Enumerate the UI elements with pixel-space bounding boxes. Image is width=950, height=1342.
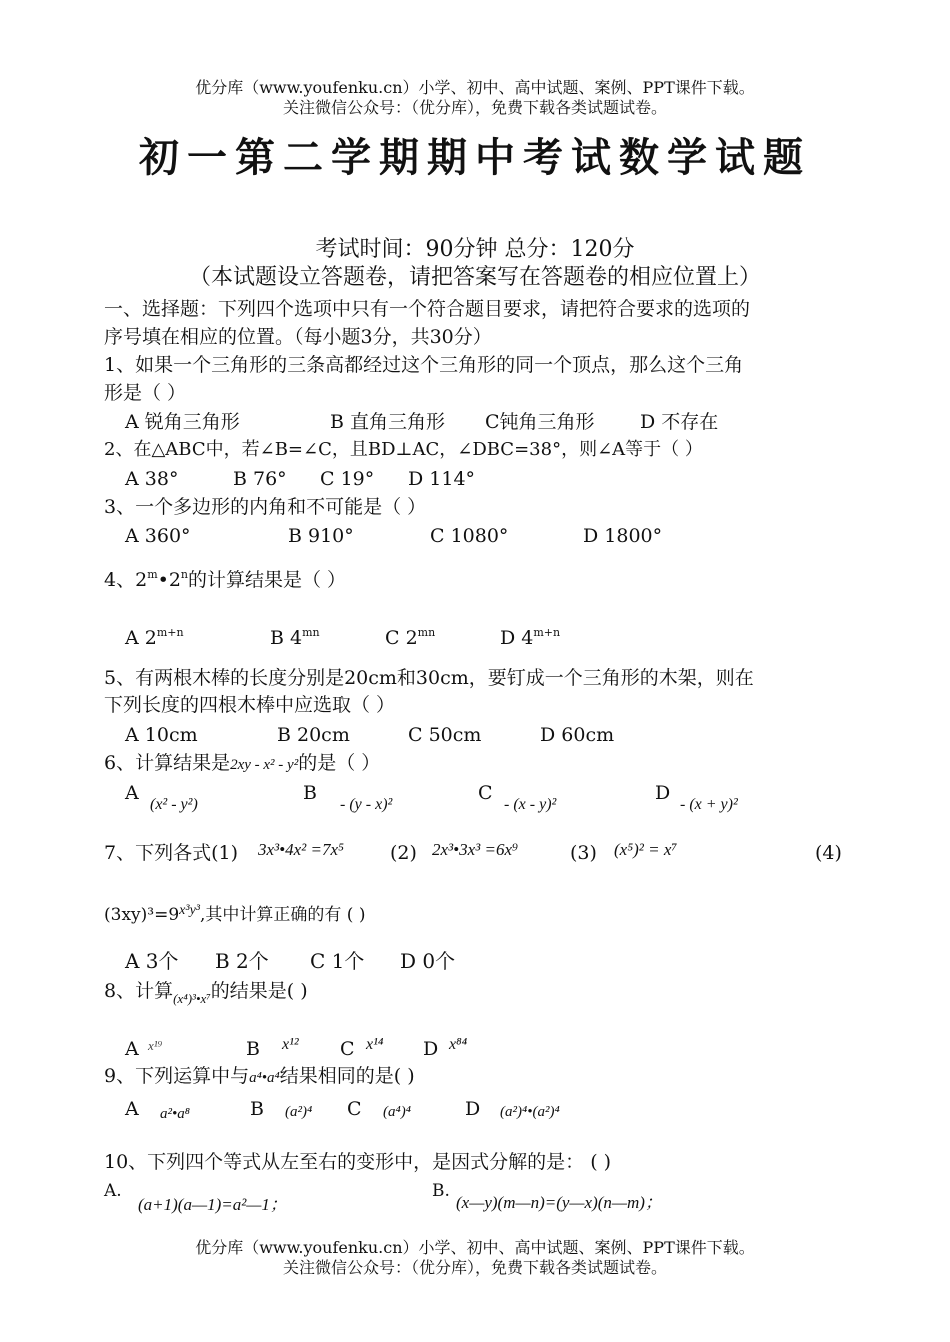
q8-option-a-expr: x¹⁹ <box>148 1038 163 1053</box>
q1-stem-line-1: 1、如果一个三角形的三条高都经过这个三角形的同一个顶点，那么这个三角 <box>104 354 744 376</box>
q9-option-c-label: C <box>347 1098 362 1120</box>
q6-option-a-expr: (x² - y²) <box>150 796 198 813</box>
q4-option-b-base: B 4 <box>270 627 303 649</box>
q4-option-d <box>500 625 560 651</box>
q4-option-c-base: C 2 <box>385 627 418 649</box>
q9-option-d-label: D <box>465 1098 481 1120</box>
q2-stem: 2、在△ABC中，若∠B=∠C，且BD⊥AC，∠DBC=38°，则∠A等于（ ） <box>104 439 703 460</box>
q7-label-4: (4) <box>815 842 842 864</box>
q6-option-d-label: D <box>655 782 671 804</box>
header-line-1: 优分库（www.youfenku.cn）小学、初中、高中试题、案例、PPT课件下载。 <box>195 78 755 97</box>
page-title: 初一第二学期期中考试数学试题 <box>139 134 811 181</box>
q3-option-a: A 360° <box>125 525 191 547</box>
q8-option-a-label: A <box>125 1038 139 1060</box>
q3-option-d: D 1800° <box>583 525 663 547</box>
q6-suffix: 的是（ ） <box>298 752 381 774</box>
q9-stem <box>104 1063 415 1091</box>
q4-option-b-exp: mn <box>302 626 320 639</box>
q5-option-d: D 60cm <box>540 724 615 746</box>
q7-line-2-suffix: ,其中计算正确的有 ( ) <box>199 905 366 925</box>
q8-prefix: 8、计算 <box>104 980 174 1002</box>
q2-option-d: D 114° <box>408 468 476 490</box>
q7-option-c: C 1个 <box>310 949 365 973</box>
exam-note: （本试题设立答题卷，请把答案写在答题卷的相应位置上） <box>188 265 761 290</box>
q10-option-a-label: A. <box>104 1181 122 1201</box>
q6-option-a-label: A <box>125 782 139 804</box>
q4-stem <box>104 567 346 593</box>
q4-option-c-exp: mn <box>417 626 436 639</box>
exam-info: 考试时间：90分钟 总分：120分 <box>315 237 635 262</box>
q9-option-a-label: A <box>125 1098 139 1120</box>
q9-option-a-expr: a²•a⁸ <box>160 1106 190 1122</box>
q1-option-b: B 直角三角形 <box>330 411 446 433</box>
q4-option-a <box>125 625 184 651</box>
q4-exponent-1: m <box>147 568 158 581</box>
q3-option-b: B 910° <box>288 525 354 547</box>
q9-option-d-expr: (a²)⁴•(a²)⁴ <box>500 1104 560 1120</box>
q7-label-2: (2) <box>390 842 417 864</box>
q9-option-b-expr: (a²)⁴ <box>285 1104 313 1120</box>
q7-option-a: A 3个 <box>125 949 179 973</box>
q7-label-3: (3) <box>570 842 597 864</box>
q8-expression: (x⁴)³•x⁷ <box>173 991 211 1006</box>
q6-option-c-expr: - (x - y)² <box>504 796 557 813</box>
q9-prefix: 9、下列运算中与 <box>104 1065 250 1087</box>
q2-option-c: C 19° <box>320 468 375 490</box>
footer-line-2: 关注微信公众号：（优分库），免费下载各类试题试卷。 <box>282 1258 667 1277</box>
q6-option-d-expr: - (x + y)² <box>680 796 738 813</box>
q8-stem <box>104 978 308 1012</box>
q4-option-d-exp: m+n <box>533 626 561 639</box>
q10-option-b-label: B. <box>432 1181 450 1201</box>
q5-option-a: A 10cm <box>125 724 198 746</box>
q6-prefix: 6、计算结果是 <box>104 752 231 774</box>
q8-option-d-label: D <box>423 1038 439 1060</box>
q6-option-b-label: B <box>303 782 317 804</box>
q6-expression: 2xy - x² - y² <box>230 757 299 773</box>
header-line-2: 关注微信公众号：（优分库），免费下载各类试题试卷。 <box>282 98 667 117</box>
q4-option-a-base: A 2 <box>125 627 157 649</box>
q7-expr-3: (x⁵)² = x⁷ <box>614 840 678 859</box>
q7-line-2-expr: x³y³ <box>179 903 200 918</box>
q4-option-c <box>385 625 435 651</box>
q7-line-2-prefix: (3xy)³=9 <box>104 905 180 925</box>
q4-mid: •2 <box>157 569 181 591</box>
q7-expr-2: 2x³•3x³ =6x⁹ <box>432 840 518 859</box>
q7-expr-1: 3x³•4x² =7x⁵ <box>258 840 344 859</box>
q3-stem: 3、一个多边形的内角和不可能是（ ） <box>104 496 427 518</box>
q8-suffix: 的结果是( ) <box>210 980 308 1002</box>
q8-option-c-label: C <box>340 1038 355 1060</box>
q5-stem-line-1: 5、有两根木棒的长度分别是20cm和30cm，要钉成一个三角形的木架，则在 <box>104 667 754 689</box>
q8-option-d-expr: x⁸⁴ <box>449 1036 468 1053</box>
q4-option-a-exp: m+n <box>156 626 184 639</box>
q4-option-b <box>270 625 320 651</box>
q9-suffix: 结果相同的是( ) <box>279 1065 415 1087</box>
q8-option-c-expr: x¹⁴ <box>366 1036 384 1053</box>
q9-expression: a⁴•a⁴ <box>249 1070 280 1086</box>
q6-stem <box>104 750 380 778</box>
q9-option-b-label: B <box>250 1098 264 1120</box>
q9-option-c-expr: (a⁴)⁴ <box>383 1104 411 1120</box>
q10-stem: 10、下列四个等式从左至右的变形中，是因式分解的是： ( ) <box>104 1151 612 1173</box>
footer-line-1: 优分库（www.youfenku.cn）小学、初中、高中试题、案例、PPT课件下载。 <box>195 1238 755 1257</box>
q2-option-b: B 76° <box>233 468 287 490</box>
q10-option-a-expr: (a+1)(a—1)=a²—1； <box>138 1195 287 1214</box>
q5-stem-line-2: 下列长度的四根木棒中应选取（ ） <box>104 694 396 716</box>
q1-option-c: C钝角三角形 <box>485 411 595 433</box>
q8-option-b-label: B <box>246 1038 260 1060</box>
q1-stem-line-2: 形是（ ） <box>104 382 187 404</box>
q6-option-b-expr: - (y - x)² <box>340 796 393 813</box>
q3-option-c: C 1080° <box>430 525 509 547</box>
q7-option-d: D 0个 <box>400 949 456 973</box>
q7-prefix: 7、下列各式(1) <box>104 842 239 864</box>
q6-option-c-label: C <box>478 782 493 804</box>
section1-line-2: 序号填在相应的位置。（每小题3分，共30分） <box>104 326 492 348</box>
q5-option-b: B 20cm <box>277 724 350 746</box>
section1-line-1: 一、选择题：下列四个选项中只有一个符合题目要求，请把符合要求的选项的 <box>104 298 751 320</box>
q8-option-b-expr: x¹² <box>282 1036 299 1053</box>
q4-prefix: 4、2 <box>104 569 148 591</box>
q2-option-a: A 38° <box>125 468 179 490</box>
q10-option-b-expr: (x—y)(m—n)=(y—x)(n—m)； <box>456 1193 662 1212</box>
q7-line-2 <box>104 898 365 928</box>
q7-option-b: B 2个 <box>215 949 269 973</box>
q5-option-c: C 50cm <box>408 724 482 746</box>
q4-exponent-2: n <box>180 568 189 581</box>
q1-option-d: D 不存在 <box>640 411 719 433</box>
q1-option-a: A 锐角三角形 <box>125 411 240 433</box>
q4-option-d-base: D 4 <box>500 627 534 649</box>
q4-suffix: 的计算结果是（ ） <box>188 569 347 591</box>
